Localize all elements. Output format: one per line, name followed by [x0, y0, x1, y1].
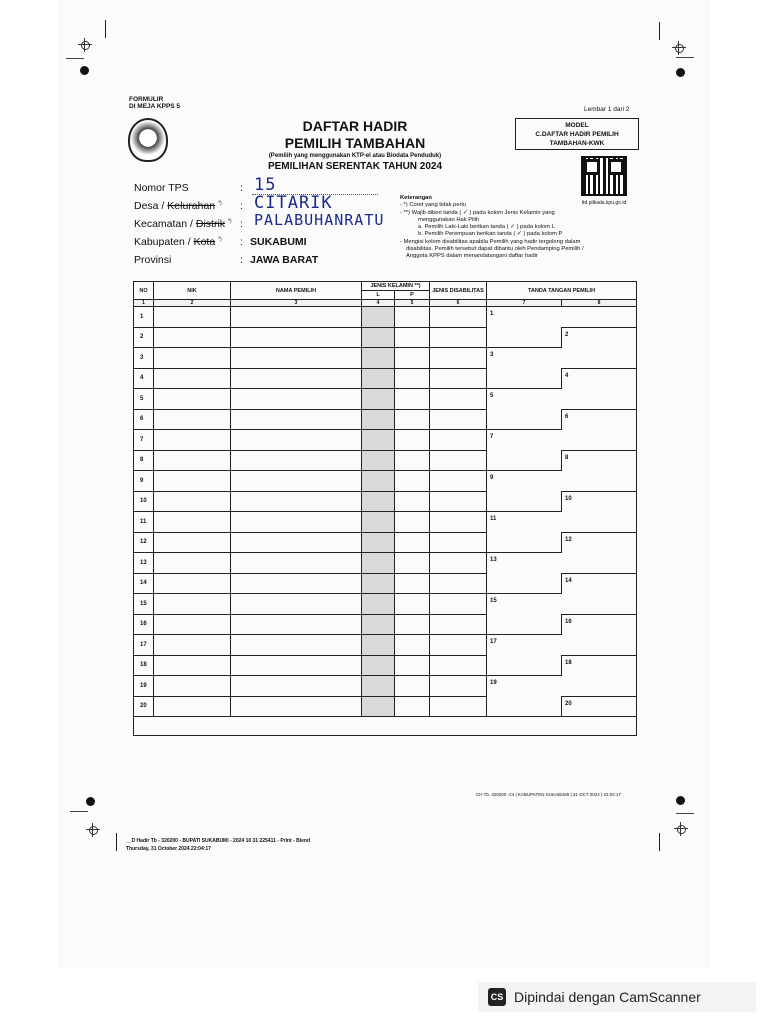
disabilitas-cell[interactable]: [430, 389, 487, 410]
table-footer-cell: [134, 717, 637, 736]
nik-cell[interactable]: [154, 655, 231, 676]
kecamatan-label: Kecamatan / Distrik *): [134, 218, 232, 230]
row-number: 7: [134, 430, 154, 451]
nama-cell[interactable]: [231, 614, 362, 635]
table-row: [134, 696, 637, 717]
nik-cell[interactable]: [154, 368, 231, 389]
gender-l-cell[interactable]: [362, 491, 395, 512]
nama-cell[interactable]: [231, 676, 362, 697]
gender-p-cell[interactable]: [395, 676, 430, 697]
signature-cell[interactable]: [487, 389, 562, 410]
signature-number: 11: [490, 516, 497, 522]
signature-number: 18: [565, 659, 572, 666]
subtitle: (Pemilih yang menggunakan KTP-el atau Biodata Penduduk): [268, 153, 442, 159]
table-row: [134, 450, 637, 471]
signature-number: 1: [490, 311, 494, 317]
signature-cell[interactable]: [562, 696, 637, 717]
signature-number: 3: [490, 352, 494, 358]
gender-p-cell[interactable]: [395, 696, 430, 717]
nama-cell[interactable]: [231, 635, 362, 656]
nik-cell[interactable]: [154, 553, 231, 574]
disabilitas-cell[interactable]: [430, 348, 487, 369]
disabilitas-cell[interactable]: [430, 573, 487, 594]
page-title: DAFTAR HADIR PEMILIH TAMBAHAN: [284, 118, 426, 151]
crop-line: [116, 833, 117, 851]
provinsi-value: JAWA BARAT: [250, 254, 319, 266]
signature-cell[interactable]: [562, 676, 637, 697]
disabilitas-cell[interactable]: [430, 368, 487, 389]
colon: :: [240, 236, 243, 248]
signature-number: 15: [490, 598, 497, 604]
disabilitas-cell[interactable]: [430, 696, 487, 717]
nama-cell[interactable]: [231, 512, 362, 533]
signature-cell[interactable]: [562, 430, 637, 451]
nik-cell[interactable]: [154, 635, 231, 656]
nik-cell[interactable]: [154, 471, 231, 492]
disabilitas-cell[interactable]: [430, 635, 487, 656]
gender-l-cell[interactable]: [362, 573, 395, 594]
registration-mark: [672, 41, 686, 55]
table-row: [134, 553, 637, 574]
nama-cell[interactable]: [231, 553, 362, 574]
nama-cell[interactable]: [231, 594, 362, 615]
nama-cell[interactable]: [231, 430, 362, 451]
row-number: 4: [134, 368, 154, 389]
row-number: 6: [134, 409, 154, 430]
gender-p-cell[interactable]: [395, 594, 430, 615]
signature-cell[interactable]: [487, 532, 562, 553]
row-number: 16: [134, 614, 154, 635]
gender-l-cell[interactable]: [362, 409, 395, 430]
signature-cell[interactable]: [487, 594, 562, 615]
disabilitas-cell[interactable]: [430, 450, 487, 471]
crop-line: [66, 58, 84, 59]
colon: :: [240, 218, 243, 230]
gender-l-cell[interactable]: [362, 553, 395, 574]
signature-cell[interactable]: [562, 532, 637, 553]
gender-p-cell[interactable]: [395, 389, 430, 410]
print-info: __D Hadir Tb - 320200 - BUPATI SUKABUMI - 2024 10 31 225411 - Print - Blend: [126, 838, 311, 844]
signature-number: 4: [565, 372, 569, 379]
nik-cell[interactable]: [154, 676, 231, 697]
election-title: PEMILIHAN SERENTAK TAHUN 2024: [267, 161, 443, 172]
sheet-counter: Lembar 1 dari 2: [584, 106, 630, 113]
signature-cell[interactable]: [487, 348, 562, 369]
signature-cell[interactable]: [562, 368, 637, 389]
disabilitas-cell[interactable]: [430, 327, 487, 348]
row-number: 14: [134, 573, 154, 594]
disabilitas-cell[interactable]: [430, 532, 487, 553]
nama-cell[interactable]: [231, 327, 362, 348]
header-nama: NAMA PEMILIH: [231, 282, 362, 300]
keterangan-notes: Keterangan - *) Coret yang tidak perlu - **) Wajib diberi tanda ( ✓ ) pada kolom Jenis Kelamin yang menggunakan Hak Pilih a. Pemilih Laki-Laki berikan tanda ( ✓ ) pada kolom L b. Pemilih Perempuan berikan tanda ( ✓ ) pada kolom P - Mengisi kolom disabilitas apabila Pemilih yang hadir tergolong dalam disabilitas. Pemilih tersebut dapat dibantu oleh Pendamping Pemilih / Anggota KPPS dalam menandatangani daftar hadir: [400, 195, 584, 260]
nama-cell[interactable]: [231, 491, 362, 512]
print-date: Thursday, 31 October 2024 22:04:17: [126, 846, 211, 852]
fiducial-dot: [676, 796, 685, 805]
table-row: [134, 327, 637, 348]
signature-cell[interactable]: [562, 307, 637, 328]
signature-cell[interactable]: [562, 614, 637, 635]
row-number: 2: [134, 327, 154, 348]
table-footer-row: [134, 717, 637, 736]
disabilitas-cell[interactable]: [430, 553, 487, 574]
disabilitas-cell[interactable]: [430, 471, 487, 492]
nik-cell[interactable]: [154, 491, 231, 512]
gender-p-cell[interactable]: [395, 450, 430, 471]
signature-number: 17: [490, 639, 497, 645]
signature-cell[interactable]: [487, 676, 562, 697]
nama-cell[interactable]: [231, 389, 362, 410]
signature-cell[interactable]: [487, 614, 562, 635]
registration-mark: [86, 823, 100, 837]
row-number: 15: [134, 594, 154, 615]
gender-p-cell[interactable]: [395, 327, 430, 348]
signature-cell[interactable]: [487, 368, 562, 389]
registration-mark: [674, 822, 688, 836]
disabilitas-cell[interactable]: [430, 676, 487, 697]
desa-value: CITARIK: [254, 193, 333, 213]
signature-cell[interactable]: [487, 430, 562, 451]
nik-cell[interactable]: [154, 450, 231, 471]
nik-cell[interactable]: [154, 348, 231, 369]
nik-cell[interactable]: [154, 307, 231, 328]
signature-cell[interactable]: [562, 655, 637, 676]
document-code: CH Tb. 320200 -24 | KABUPATEN SUKABUMI | 31 OCT 2024 | 22:04:17: [476, 792, 621, 797]
signature-cell[interactable]: [562, 389, 637, 410]
nik-cell[interactable]: [154, 409, 231, 430]
colon: :: [240, 254, 243, 266]
gender-l-cell[interactable]: [362, 327, 395, 348]
signature-cell[interactable]: [562, 491, 637, 512]
table-row: [134, 471, 637, 492]
gender-l-cell[interactable]: [362, 594, 395, 615]
qr-code-icon: [581, 156, 627, 196]
signature-cell[interactable]: [487, 307, 562, 328]
nama-cell[interactable]: [231, 655, 362, 676]
row-number: 17: [134, 635, 154, 656]
disabilitas-cell[interactable]: [430, 430, 487, 451]
desa-label: Desa / Kelurahan *): [134, 200, 222, 212]
row-number: 10: [134, 491, 154, 512]
disabilitas-cell[interactable]: [430, 491, 487, 512]
gender-p-cell[interactable]: [395, 532, 430, 553]
colon: :: [240, 200, 243, 212]
header-tanda-tangan: TANDA TANGAN PEMILIH: [487, 282, 637, 300]
nik-cell[interactable]: [154, 594, 231, 615]
gender-l-cell[interactable]: [362, 389, 395, 410]
signature-cell[interactable]: [487, 696, 562, 717]
nama-cell[interactable]: [231, 368, 362, 389]
provinsi-label: Provinsi: [134, 254, 172, 266]
signature-cell[interactable]: [562, 327, 637, 348]
signature-cell[interactable]: [562, 573, 637, 594]
header-l: L: [362, 291, 395, 300]
nik-cell[interactable]: [154, 614, 231, 635]
table-row: [134, 594, 637, 615]
signature-cell[interactable]: [487, 553, 562, 574]
signature-cell[interactable]: [562, 635, 637, 656]
row-number: 11: [134, 512, 154, 533]
nik-cell[interactable]: [154, 327, 231, 348]
table-row: [134, 491, 637, 512]
attendance-table: [133, 281, 637, 736]
signature-number: 16: [565, 618, 572, 625]
crop-line: [676, 813, 694, 814]
gender-p-cell[interactable]: [395, 307, 430, 328]
crop-line: [105, 20, 106, 38]
signature-cell[interactable]: [562, 409, 637, 430]
table-row: [134, 430, 637, 451]
gender-p-cell[interactable]: [395, 368, 430, 389]
gender-l-cell[interactable]: [362, 696, 395, 717]
kabupaten-value: SUKABUMI: [250, 236, 307, 248]
signature-cell[interactable]: [487, 450, 562, 471]
header-no: NO: [134, 282, 154, 300]
tps-label: Nomor TPS: [134, 182, 189, 194]
row-number: 13: [134, 553, 154, 574]
gender-l-cell[interactable]: [362, 368, 395, 389]
signature-cell[interactable]: [487, 573, 562, 594]
nama-cell[interactable]: [231, 307, 362, 328]
nama-cell[interactable]: [231, 450, 362, 471]
row-number: 19: [134, 676, 154, 697]
table-row: [134, 635, 637, 656]
gender-l-cell[interactable]: [362, 471, 395, 492]
gender-p-cell[interactable]: [395, 491, 430, 512]
signature-cell[interactable]: [562, 450, 637, 471]
gender-l-cell[interactable]: [362, 512, 395, 533]
signature-number: 9: [490, 475, 494, 481]
gender-l-cell[interactable]: [362, 348, 395, 369]
gender-p-cell[interactable]: [395, 655, 430, 676]
fiducial-dot: [676, 68, 685, 77]
disabilitas-cell[interactable]: [430, 594, 487, 615]
signature-cell[interactable]: [487, 471, 562, 492]
table-row: [134, 368, 637, 389]
signature-number: 12: [565, 536, 572, 543]
qr-caption: ttd.pilkada.kpu.go.id: [581, 200, 627, 206]
table-row: [134, 614, 637, 635]
signature-cell[interactable]: [487, 409, 562, 430]
header-jenis-kelamin: JENIS KELAMIN **): [362, 282, 430, 291]
fiducial-dot: [86, 797, 95, 806]
disabilitas-cell[interactable]: [430, 655, 487, 676]
camscanner-watermark: [478, 982, 756, 1012]
signature-number: 5: [490, 393, 494, 399]
signature-cell[interactable]: [487, 512, 562, 533]
signature-number: 19: [490, 680, 497, 686]
gender-p-cell[interactable]: [395, 573, 430, 594]
signature-number: 14: [565, 577, 572, 584]
nik-cell[interactable]: [154, 532, 231, 553]
gender-l-cell[interactable]: [362, 430, 395, 451]
disabilitas-cell[interactable]: [430, 614, 487, 635]
model-box: MODEL C.DAFTAR HADIR PEMILIH TAMBAHAN-KWK: [515, 118, 639, 150]
tps-value: 15: [254, 175, 277, 195]
camscanner-text: Dipindai dengan CamScanner: [514, 989, 701, 1005]
nama-cell[interactable]: [231, 696, 362, 717]
nik-cell[interactable]: [154, 430, 231, 451]
signature-cell[interactable]: [562, 553, 637, 574]
row-number: 1: [134, 307, 154, 328]
gender-p-cell[interactable]: [395, 409, 430, 430]
table-row: [134, 512, 637, 533]
signature-cell[interactable]: [562, 512, 637, 533]
gender-l-cell[interactable]: [362, 532, 395, 553]
registration-mark: [78, 38, 92, 52]
signature-cell[interactable]: [487, 491, 562, 512]
signature-number: 20: [565, 700, 572, 707]
gender-l-cell[interactable]: [362, 614, 395, 635]
signature-number: 6: [565, 413, 569, 420]
nama-cell[interactable]: [231, 573, 362, 594]
nik-cell[interactable]: [154, 512, 231, 533]
signature-cell[interactable]: [487, 655, 562, 676]
row-number: 3: [134, 348, 154, 369]
kecamatan-value: PALABUHANRATU: [254, 211, 385, 229]
nama-cell[interactable]: [231, 532, 362, 553]
signature-number: 13: [490, 557, 497, 563]
gender-p-cell[interactable]: [395, 348, 430, 369]
nik-cell[interactable]: [154, 573, 231, 594]
table-row: [134, 409, 637, 430]
row-number: 8: [134, 450, 154, 471]
table-row: [134, 655, 637, 676]
gender-p-cell[interactable]: [395, 553, 430, 574]
gender-l-cell[interactable]: [362, 655, 395, 676]
row-number: 9: [134, 471, 154, 492]
gender-l-cell[interactable]: [362, 676, 395, 697]
disabilitas-cell[interactable]: [430, 409, 487, 430]
fiducial-dot: [80, 66, 89, 75]
nik-cell[interactable]: [154, 389, 231, 410]
nik-cell[interactable]: [154, 696, 231, 717]
signature-cell[interactable]: [562, 348, 637, 369]
kabupaten-label: Kabupaten / Kota *): [134, 236, 222, 248]
gender-p-cell[interactable]: [395, 614, 430, 635]
gender-l-cell[interactable]: [362, 635, 395, 656]
table-row: [134, 389, 637, 410]
signature-cell[interactable]: [487, 635, 562, 656]
nama-cell[interactable]: [231, 471, 362, 492]
formulir-label: FORMULIR DI MEJA KPPS 5: [129, 96, 181, 110]
crop-line: [659, 833, 660, 851]
table-row: [134, 307, 637, 328]
signature-cell[interactable]: [562, 471, 637, 492]
table-row: [134, 573, 637, 594]
gender-p-cell[interactable]: [395, 471, 430, 492]
table-row: [134, 532, 637, 553]
row-number: 20: [134, 696, 154, 717]
header-nik: NIK: [154, 282, 231, 300]
gender-p-cell[interactable]: [395, 430, 430, 451]
kpu-emblem-icon: [128, 118, 168, 162]
column-number-row: 1 2 3 4 5 6 7 8: [134, 300, 637, 307]
signature-cell[interactable]: [562, 594, 637, 615]
row-number: 12: [134, 532, 154, 553]
gender-p-cell[interactable]: [395, 512, 430, 533]
disabilitas-cell[interactable]: [430, 512, 487, 533]
gender-l-cell[interactable]: [362, 307, 395, 328]
colon: :: [240, 182, 243, 194]
crop-line: [659, 22, 660, 40]
header-p: P: [395, 291, 430, 300]
table-row: [134, 348, 637, 369]
header-disabilitas: JENIS DISABILITAS: [430, 282, 487, 300]
gender-l-cell[interactable]: [362, 450, 395, 471]
signature-number: 8: [565, 454, 569, 461]
row-number: 18: [134, 655, 154, 676]
disabilitas-cell[interactable]: [430, 307, 487, 328]
crop-line: [70, 811, 88, 812]
table-row: [134, 676, 637, 697]
nama-cell[interactable]: [231, 348, 362, 369]
signature-number: 2: [565, 331, 569, 338]
nama-cell[interactable]: [231, 409, 362, 430]
gender-p-cell[interactable]: [395, 635, 430, 656]
signature-number: 10: [565, 495, 572, 502]
row-number: 5: [134, 389, 154, 410]
signature-cell[interactable]: [487, 327, 562, 348]
crop-line: [676, 57, 694, 58]
camscanner-logo-icon: CS: [488, 988, 506, 1006]
signature-number: 7: [490, 434, 494, 440]
